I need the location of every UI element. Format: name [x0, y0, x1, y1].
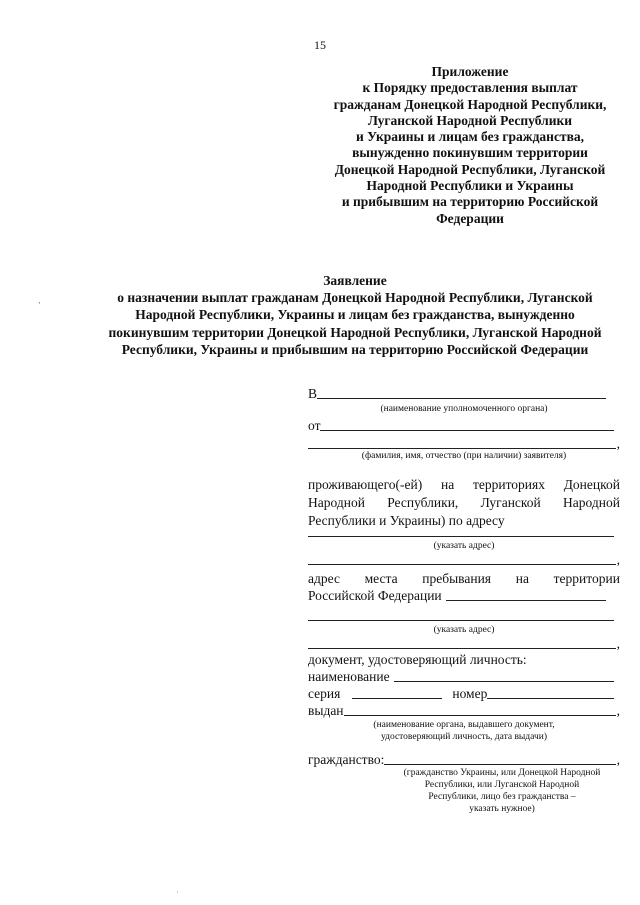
from-field[interactable]: [320, 417, 614, 431]
title-line: Народной Республики, Украины и лицам без гражданства, вынужденно: [135, 307, 575, 323]
address-field[interactable]: [308, 523, 614, 537]
page-number: 15: [314, 38, 326, 52]
word: адрес: [308, 571, 340, 586]
address2-row: [308, 606, 620, 623]
id-doc-name-field[interactable]: [394, 668, 614, 682]
appendix-line: Народной Республики и Украины: [366, 178, 574, 194]
citizenship-caption-line: указать нужное): [469, 804, 535, 814]
word: на: [515, 571, 529, 586]
document-title: [70, 272, 640, 358]
id-doc-issued-field[interactable]: [344, 702, 616, 716]
address2-field-2[interactable]: [308, 635, 616, 649]
address-row: [308, 522, 620, 539]
citizenship-caption: [384, 767, 620, 815]
citizenship-label: гражданство:: [308, 752, 385, 767]
citizenship-caption-line: Республики, или Луганской Народной: [424, 780, 580, 790]
appendix-line: Донецкой Народной Республики, Луганской: [334, 161, 606, 177]
word: территории: [553, 571, 620, 586]
id-doc-number-field[interactable]: [487, 685, 614, 699]
title-line: покинувшим территории Донецкой Народной Республики, Луганской Народной: [108, 324, 602, 340]
word: места: [364, 571, 398, 586]
word: проживающего(-ей): [308, 477, 423, 492]
citizenship-row: [308, 750, 620, 767]
id-doc-series-field[interactable]: [352, 685, 442, 699]
id-doc-heading-row: [308, 650, 620, 667]
stay-row: [308, 586, 620, 603]
residence-line-1: [308, 476, 620, 494]
word: Республики,: [387, 495, 459, 510]
comma: ,: [616, 703, 620, 718]
id-doc-name-label: наименование: [308, 669, 390, 684]
word: Луганской: [480, 495, 541, 510]
margin-mark: ‚: [38, 296, 41, 305]
from-row: [308, 416, 620, 433]
to-authority-field[interactable]: [317, 385, 606, 399]
comma: ,: [616, 436, 620, 451]
citizenship-field[interactable]: [384, 751, 615, 765]
from-field-2[interactable]: [308, 435, 616, 449]
appendix-line: Приложение: [431, 64, 509, 79]
appendix-line: к Порядку предоставления выплат: [362, 80, 578, 96]
appendix-line: и Украины и лицам без гражданства,: [355, 129, 584, 145]
to-label: В: [308, 386, 318, 401]
appendix-line: Федерации: [436, 210, 504, 226]
address-field-2[interactable]: [308, 551, 616, 565]
id-doc-issued-row: [308, 701, 620, 718]
stay-label: Российской Федерации: [308, 588, 442, 603]
issued-caption: [308, 719, 620, 743]
appendix-line: Луганской Народной Республики: [367, 112, 573, 128]
from-label: от: [308, 418, 321, 433]
title-heading: Заявление: [323, 273, 387, 288]
comma: ,: [616, 552, 620, 567]
from-caption: (фамилия, имя, отчество (при наличии) заявителя): [361, 451, 567, 461]
id-doc-number-label: номер: [452, 686, 488, 701]
id-doc-heading: документ, удостоверяющий личность:: [308, 652, 527, 667]
residence-line-2: [308, 494, 620, 512]
issued-caption-line: (наименование органа, выдавшего документ,: [373, 720, 555, 730]
citizenship-caption-line: (гражданство Украины, или Донецкой Народной: [403, 768, 601, 778]
from-row-2: [308, 434, 620, 451]
title-line: Республики, Украины и прибывшим на территорию Российской Федерации: [121, 341, 589, 357]
address2-field[interactable]: [308, 607, 614, 621]
residence-line-3: Республики и Украины) по адресу: [308, 513, 505, 528]
word: Донецкой: [563, 477, 620, 492]
address-caption: (указать адрес): [433, 541, 495, 551]
id-doc-series-label: серия: [308, 686, 341, 701]
id-doc-series-row: [308, 684, 620, 701]
address2-row-2: [308, 634, 620, 651]
appendix-line: вынужденно покинувшим территории: [352, 145, 588, 161]
appendix-header: [300, 64, 640, 227]
word: Народной: [563, 495, 620, 510]
word: на: [441, 477, 455, 492]
margin-mark: ·: [176, 888, 179, 897]
id-doc-name-row: [308, 667, 620, 684]
title-line: о назначении выплат гражданам Донецкой Народной Республики, Луганской: [117, 290, 593, 306]
to-authority-caption: (наименование уполномоченного органа): [380, 404, 548, 414]
comma: ,: [616, 636, 620, 651]
id-doc-issued-label: выдан: [308, 703, 344, 718]
citizenship-caption-line: Республики, лицо без гражданства –: [428, 792, 576, 802]
stay-field[interactable]: [446, 587, 606, 601]
issued-caption-line: удостоверяющий личность, дата выдачи): [380, 732, 548, 742]
appendix-line: и прибывшим на территорию Российской: [341, 194, 599, 210]
word: пребывания: [422, 571, 492, 586]
word: Народной: [308, 495, 365, 510]
appendix-line: гражданам Донецкой Народной Республики,: [333, 96, 607, 112]
word: территориях: [472, 477, 545, 492]
address2-caption: (указать адрес): [433, 625, 495, 635]
to-authority-row: [308, 384, 620, 401]
address-row-2: [308, 550, 620, 567]
comma: ,: [616, 752, 620, 767]
